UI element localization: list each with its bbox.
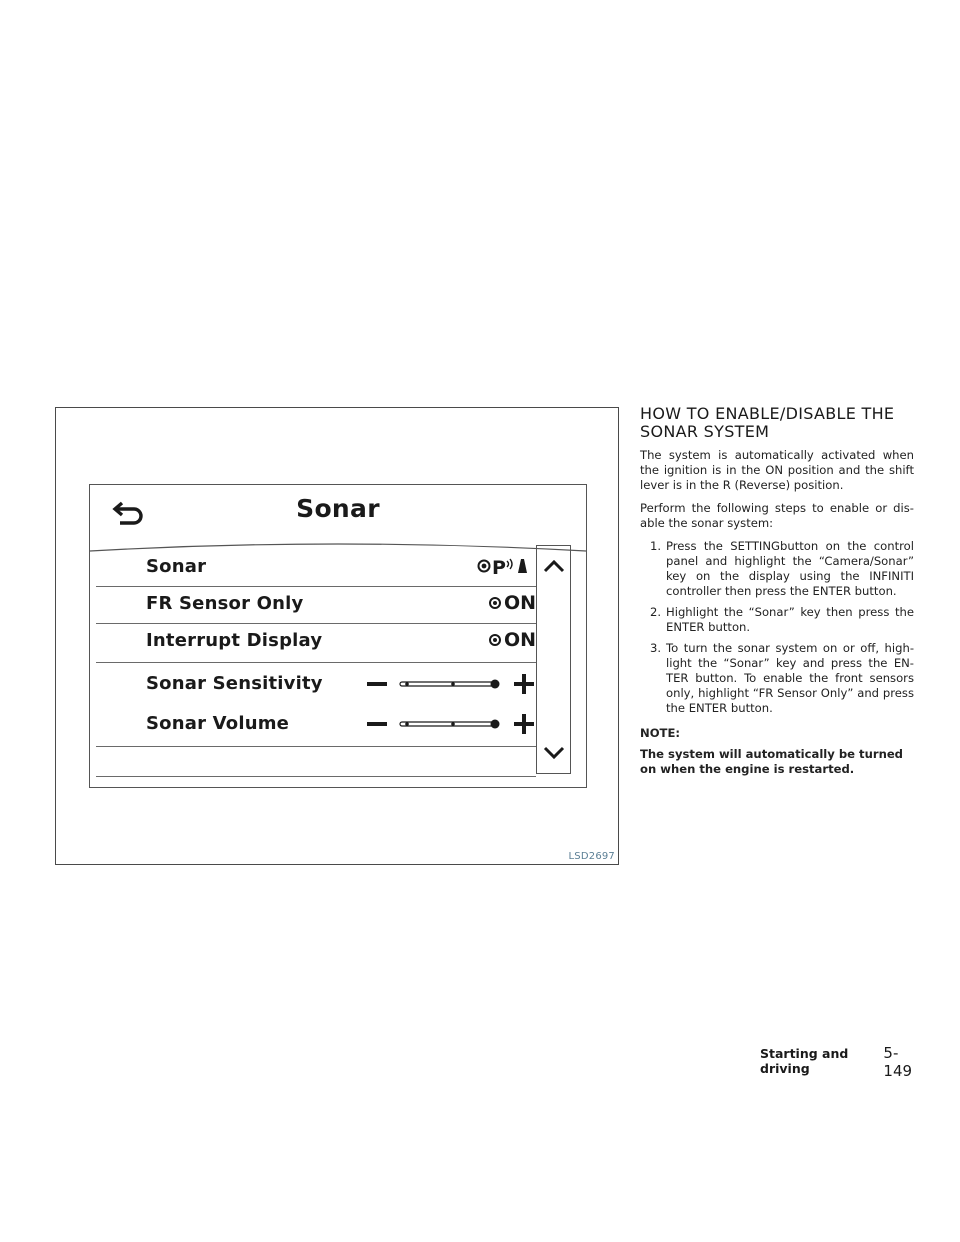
row-label: Sonar bbox=[146, 556, 207, 577]
minus-icon bbox=[367, 722, 387, 726]
row-label: Sonar Sensitivity bbox=[146, 673, 323, 694]
chevron-up-icon[interactable] bbox=[542, 558, 566, 574]
step-number: 1. bbox=[650, 539, 662, 553]
slider-tick bbox=[451, 682, 455, 686]
sensitivity-slider[interactable] bbox=[367, 670, 537, 698]
settings-row-sonar[interactable] bbox=[90, 549, 536, 586]
step-number: 2. bbox=[650, 605, 662, 619]
row-divider bbox=[96, 776, 536, 777]
settings-row-interrupt-display[interactable] bbox=[90, 623, 536, 660]
paragraph: Perform the following steps to enable or dis- able the sonar system: bbox=[640, 501, 914, 530]
status-indicator bbox=[489, 627, 536, 653]
volume-slider[interactable] bbox=[367, 710, 537, 738]
chevron-down-icon[interactable] bbox=[542, 745, 566, 761]
figure-code: LSD2697 bbox=[568, 851, 615, 862]
row-label: Interrupt Display bbox=[146, 630, 323, 651]
settings-row-sonar-sensitivity[interactable] bbox=[90, 666, 536, 703]
svg-text:P: P bbox=[492, 557, 506, 579]
slider-tick bbox=[405, 682, 409, 686]
page-footer bbox=[760, 1044, 920, 1080]
step-text: Highlight the “Sonar” key then press the ENTER button. bbox=[666, 605, 914, 634]
slider-track bbox=[400, 722, 498, 726]
screen-title: Sonar bbox=[296, 494, 380, 523]
slider-tick bbox=[451, 722, 455, 726]
note-text: The system will automatically be turned on when the engine is restarted. bbox=[640, 747, 903, 776]
scrollbar[interactable] bbox=[536, 545, 571, 774]
footer-section-title: Starting and driving bbox=[760, 1046, 849, 1076]
minus-icon bbox=[367, 682, 387, 686]
row-label: Sonar Volume bbox=[146, 713, 290, 734]
list-item bbox=[640, 605, 914, 635]
sonar-parking-icon bbox=[476, 553, 538, 579]
status-text: ON bbox=[503, 592, 536, 614]
list-item bbox=[640, 641, 914, 716]
section-heading: HOW TO ENABLE/DISABLE THE SONAR SYSTEM bbox=[640, 404, 895, 441]
status-indicator bbox=[489, 590, 536, 616]
indicator-dot-icon bbox=[489, 597, 501, 609]
list-item bbox=[640, 539, 914, 599]
page-number: 5-149 bbox=[883, 1044, 913, 1080]
slider-knob bbox=[491, 720, 500, 729]
step-text: Press the SETTINGbutton on the control panel and highlight the “Camera/Sonar” key on the display using the INFINITI controller then press the ENTER button. bbox=[666, 539, 914, 598]
paragraph: The system is automatically activated when the ignition is in the ON position and the shift lever is in the R (Reverse) position. bbox=[640, 448, 914, 492]
row-label: FR Sensor Only bbox=[146, 593, 304, 614]
slider-track bbox=[400, 682, 498, 686]
settings-row-fr-sensor-only[interactable] bbox=[90, 586, 536, 623]
status-text: ON bbox=[503, 629, 536, 651]
slider-knob bbox=[491, 680, 500, 689]
display-screen bbox=[89, 484, 587, 788]
step-number: 3. bbox=[650, 641, 662, 655]
row-divider bbox=[96, 662, 536, 663]
slider-tick bbox=[405, 722, 409, 726]
steps-list bbox=[640, 539, 914, 716]
row-divider bbox=[96, 746, 536, 747]
text-column bbox=[640, 405, 914, 777]
settings-row-sonar-volume[interactable] bbox=[90, 706, 536, 743]
screen-header bbox=[90, 485, 586, 539]
indicator-dot-icon bbox=[489, 634, 501, 646]
note-label: NOTE: bbox=[640, 726, 681, 740]
step-text: To turn the sonar system on or off, high- light the “Sonar” key and press the EN- TER button. To enable the front sensors only, highlight “FR Sensor Only” and press the ENTER button. bbox=[666, 641, 914, 715]
figure-sonar-settings bbox=[55, 407, 619, 865]
